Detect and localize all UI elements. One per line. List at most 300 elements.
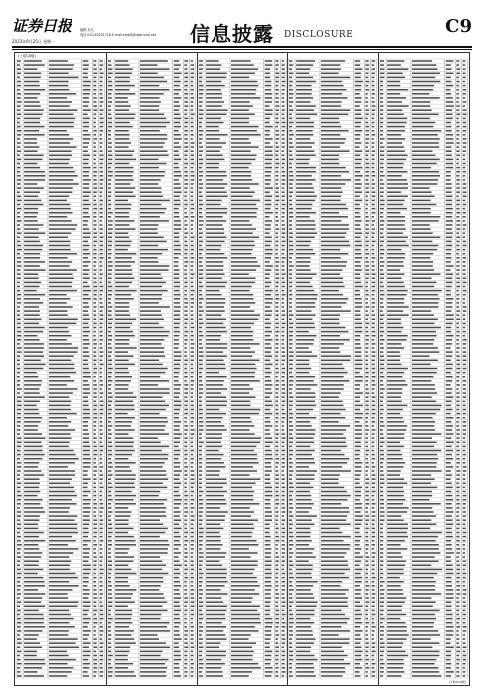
cell-text-mark — [281, 257, 285, 259]
cell-text-mark — [174, 331, 180, 333]
cell-text-mark — [321, 339, 350, 341]
cell-text-mark — [387, 413, 400, 415]
cell-text-mark — [49, 196, 69, 198]
cell-text-mark — [321, 212, 339, 214]
cell-text-mark — [321, 146, 340, 148]
cell-text-mark — [275, 314, 278, 316]
cell-text-mark — [140, 220, 169, 222]
cell-text-mark — [321, 257, 341, 259]
cell-text-mark — [296, 446, 310, 448]
cell-text-mark — [372, 483, 376, 485]
cell-text-mark — [115, 380, 131, 382]
cell-text-mark — [264, 85, 271, 87]
cell-text-mark — [275, 257, 278, 259]
cell-text-mark — [321, 458, 349, 460]
cell-text-mark — [463, 335, 465, 337]
cell-text-mark — [446, 109, 452, 111]
cell-text-mark — [206, 384, 223, 386]
cell-text-mark — [174, 68, 179, 70]
cell-text-mark — [199, 155, 202, 157]
cell-text-mark — [446, 327, 452, 329]
cell-text-mark — [296, 589, 311, 591]
cell-text-mark — [24, 97, 37, 99]
cell-text-mark — [17, 237, 20, 239]
cell-text-mark — [289, 228, 292, 230]
cell-text-mark — [206, 433, 222, 435]
cell-text-mark — [355, 343, 361, 345]
cell-text-mark — [24, 483, 40, 485]
cell-text-mark — [380, 355, 384, 357]
cell-text-mark — [115, 138, 129, 140]
cell-text-mark — [355, 216, 361, 218]
cell-text-mark — [457, 163, 459, 165]
cell-text-mark — [24, 413, 39, 415]
cell-text-mark — [108, 396, 113, 398]
cell-text-mark — [206, 216, 223, 218]
cell-text-mark — [321, 470, 351, 472]
cell-text-mark — [321, 122, 340, 124]
cell-text-mark — [281, 220, 284, 222]
cell-text-mark — [372, 507, 375, 509]
cell-text-mark — [231, 224, 252, 226]
cell-text-mark — [190, 183, 193, 185]
cell-text-mark — [264, 540, 270, 542]
cell-text-mark — [366, 253, 370, 255]
cell-text-mark — [174, 249, 181, 251]
cell-text-mark — [372, 462, 374, 464]
cell-text-mark — [17, 667, 20, 669]
cell-text-mark — [355, 175, 363, 177]
cell-text-mark — [355, 376, 363, 378]
cell-text-mark — [321, 64, 340, 66]
cell-text-mark — [24, 458, 42, 460]
cell-text-mark — [24, 552, 42, 554]
cell-text-mark — [49, 421, 71, 423]
cell-text-mark — [100, 191, 103, 193]
cell-text-mark — [281, 409, 284, 411]
cell-text-mark — [108, 425, 112, 427]
cell-text-mark — [115, 257, 132, 259]
cell-text-mark — [321, 503, 341, 505]
cell-text-mark — [17, 130, 22, 132]
cell-text-mark — [457, 257, 460, 259]
cell-text-mark — [115, 368, 128, 370]
cell-text-mark — [184, 253, 187, 255]
cell-text-mark — [100, 548, 103, 550]
cell-text-mark — [17, 319, 21, 321]
cell-text-mark — [457, 126, 460, 128]
cell-text-mark — [190, 282, 193, 284]
disclosure-table-area — [14, 52, 470, 686]
cell-text-mark — [93, 437, 96, 439]
cell-text-mark — [264, 159, 272, 161]
cell-text-mark — [387, 109, 402, 111]
cell-text-mark — [190, 491, 193, 493]
cell-text-mark — [206, 60, 219, 62]
cell-text-mark — [372, 220, 375, 222]
cell-text-mark — [372, 228, 375, 230]
cell-text-mark — [93, 196, 96, 198]
cell-text-mark — [199, 528, 204, 530]
cell-text-mark — [140, 429, 165, 431]
cell-text-mark — [366, 515, 370, 517]
cell-text-mark — [190, 159, 193, 161]
cell-text-mark — [140, 671, 166, 673]
table-grid — [197, 53, 288, 685]
cell-text-mark — [24, 130, 39, 132]
cell-text-mark — [184, 298, 187, 300]
cell-text-mark — [199, 552, 204, 554]
cell-text-mark — [24, 487, 39, 489]
cell-text-mark — [49, 200, 67, 202]
cell-text-mark — [387, 376, 402, 378]
cell-text-mark — [184, 503, 187, 505]
cell-text-mark — [446, 212, 453, 214]
cell-text-mark — [184, 626, 187, 628]
cell-text-mark — [380, 134, 383, 136]
cell-text-mark — [281, 101, 284, 103]
cell-text-mark — [457, 327, 460, 329]
cell-text-mark — [366, 167, 370, 169]
cell-text-mark — [366, 105, 368, 107]
cell-text-mark — [24, 351, 43, 353]
cell-text-mark — [100, 589, 103, 591]
cell-text-mark — [49, 659, 76, 661]
cell-text-mark — [206, 409, 219, 411]
cell-text-mark — [83, 282, 88, 284]
cell-text-mark — [457, 401, 460, 403]
cell-text-mark — [275, 634, 279, 636]
cell-text-mark — [366, 306, 370, 308]
cell-text-mark — [93, 577, 96, 579]
cell-text-mark — [289, 335, 293, 337]
cell-text-mark — [93, 273, 96, 275]
cell-text-mark — [206, 249, 220, 251]
cell-text-mark — [190, 105, 193, 107]
cell-text-mark — [372, 85, 375, 87]
cell-text-mark — [281, 577, 284, 579]
cell-text-mark — [412, 68, 437, 70]
header-rule — [12, 46, 472, 48]
cell-text-mark — [17, 372, 20, 374]
cell-text-mark — [372, 249, 375, 251]
cell-text-mark — [108, 536, 112, 538]
cell-text-mark — [380, 224, 384, 226]
cell-text-mark — [190, 191, 193, 193]
cell-text-mark — [296, 187, 314, 189]
cell-text-mark — [289, 601, 294, 603]
cell-text-mark — [115, 101, 128, 103]
cell-text-mark — [100, 532, 103, 534]
cell-text-mark — [100, 376, 102, 378]
cell-text-mark — [289, 589, 294, 591]
cell-text-mark — [355, 503, 362, 505]
cell-text-mark — [264, 618, 272, 620]
cell-text-mark — [174, 286, 180, 288]
cell-text-mark — [108, 667, 113, 669]
cell-text-mark — [93, 642, 96, 644]
cell-text-mark — [83, 524, 90, 526]
cell-text-mark — [83, 314, 89, 316]
cell-text-mark — [190, 470, 194, 472]
cell-text-mark — [231, 647, 252, 649]
cell-text-mark — [108, 585, 112, 587]
cell-text-mark — [289, 208, 293, 210]
cell-text-mark — [387, 89, 408, 91]
cell-text-mark — [174, 483, 181, 485]
cell-text-mark — [199, 232, 203, 234]
cell-text-mark — [190, 286, 193, 288]
cell-text-mark — [281, 249, 284, 251]
cell-text-mark — [115, 606, 128, 608]
cell-text-mark — [275, 396, 278, 398]
cell-text-mark — [108, 302, 111, 304]
cell-text-mark — [199, 417, 203, 419]
cell-text-mark — [366, 191, 370, 193]
cell-text-mark — [289, 446, 292, 448]
cell-text-mark — [463, 376, 466, 378]
cell-text-mark — [49, 282, 72, 284]
cell-text-mark — [366, 331, 369, 333]
cell-text-mark — [446, 126, 452, 128]
cell-text-mark — [380, 343, 383, 345]
cell-text-mark — [174, 355, 182, 357]
cell-text-mark — [231, 630, 259, 632]
cell-text-mark — [108, 614, 111, 616]
cell-text-mark — [174, 73, 182, 75]
cell-text-mark — [190, 413, 193, 415]
cell-text-mark — [380, 64, 384, 66]
cell-text-mark — [372, 601, 375, 603]
cell-text-mark — [296, 483, 310, 485]
cell-text-mark — [457, 388, 459, 390]
cell-text-mark — [372, 585, 375, 587]
cell-text-mark — [264, 269, 271, 271]
cell-text-mark — [83, 85, 90, 87]
cell-text-mark — [199, 290, 202, 292]
cell-text-mark — [108, 401, 112, 403]
cell-text-mark — [93, 376, 95, 378]
cell-text-mark — [24, 196, 38, 198]
cell-text-mark — [321, 450, 341, 452]
cell-text-mark — [24, 577, 43, 579]
cell-text-mark — [446, 179, 451, 181]
cell-text-mark — [93, 655, 97, 657]
cell-text-mark — [93, 606, 96, 608]
cell-text-mark — [24, 659, 45, 661]
cell-text-mark — [275, 478, 279, 480]
cell-text-mark — [174, 528, 182, 530]
cell-text-mark — [140, 105, 159, 107]
cell-text-mark — [190, 437, 192, 439]
cell-text-mark — [184, 663, 187, 665]
cell-text-mark — [281, 118, 284, 120]
cell-text-mark — [115, 663, 133, 665]
cell-text-mark — [275, 519, 278, 521]
cell-text-mark — [108, 483, 112, 485]
cell-text-mark — [372, 216, 374, 218]
cell-text-mark — [296, 150, 314, 152]
cell-text-mark — [231, 319, 258, 321]
cell-text-mark — [24, 667, 42, 669]
cell-text-mark — [231, 401, 250, 403]
cell-text-mark — [289, 60, 292, 62]
cell-text-mark — [412, 249, 437, 251]
cell-text-mark — [289, 536, 294, 538]
cell-text-mark — [206, 507, 220, 509]
cell-text-mark — [49, 634, 68, 636]
cell-text-mark — [17, 524, 21, 526]
cell-text-mark — [264, 507, 270, 509]
cell-text-mark — [100, 368, 102, 370]
cell-text-mark — [184, 565, 187, 567]
cell-text-mark — [231, 360, 260, 362]
cell-text-mark — [355, 491, 361, 493]
cell-text-mark — [174, 487, 180, 489]
cell-text-mark — [366, 327, 369, 329]
cell-text-mark — [190, 651, 192, 653]
cell-text-mark — [275, 220, 279, 222]
cell-text-mark — [355, 401, 360, 403]
cell-text-mark — [380, 405, 383, 407]
cell-text-mark — [296, 278, 312, 280]
cell-text-mark — [93, 183, 96, 185]
cell-text-mark — [380, 73, 385, 75]
cell-text-mark — [184, 659, 187, 661]
cell-text-mark — [140, 269, 169, 271]
cell-text-mark — [100, 626, 103, 628]
cell-text-mark — [387, 179, 407, 181]
cell-text-mark — [275, 630, 277, 632]
cell-text-mark — [140, 384, 158, 386]
cell-text-mark — [115, 331, 133, 333]
cell-text-mark — [17, 589, 20, 591]
cell-text-mark — [83, 655, 90, 657]
cell-text-mark — [281, 122, 285, 124]
cell-text-mark — [264, 659, 271, 661]
cell-text-mark — [199, 319, 203, 321]
cell-text-mark — [100, 200, 103, 202]
cell-text-mark — [296, 474, 315, 476]
cell-text-mark — [289, 634, 293, 636]
cell-text-mark — [380, 175, 385, 177]
cell-text-mark — [296, 655, 314, 657]
cell-text-mark — [321, 101, 342, 103]
cell-text-mark — [264, 331, 271, 333]
cell-text-mark — [17, 421, 21, 423]
cell-text-mark — [190, 302, 194, 304]
cell-text-mark — [275, 618, 279, 620]
cell-text-mark — [366, 384, 369, 386]
cell-text-mark — [93, 175, 96, 177]
cell-text-mark — [463, 355, 467, 357]
cell-text-mark — [206, 601, 223, 603]
cell-text-mark — [380, 208, 384, 210]
cell-text-mark — [49, 175, 78, 177]
cell-text-mark — [49, 556, 70, 558]
cell-text-mark — [372, 167, 375, 169]
cell-text-mark — [108, 241, 112, 243]
cell-text-mark — [321, 105, 341, 107]
cell-text-mark — [457, 364, 461, 366]
cell-text-mark — [17, 450, 21, 452]
cell-text-mark — [372, 114, 375, 116]
cell-text-mark — [190, 306, 193, 308]
cell-text-mark — [115, 175, 133, 177]
cell-text-mark — [355, 589, 362, 591]
cell-text-mark — [281, 109, 284, 111]
cell-text-mark — [281, 569, 283, 571]
cell-text-mark — [184, 450, 187, 452]
cell-text-mark — [206, 77, 226, 79]
cell-text-mark — [184, 593, 187, 595]
cell-text-mark — [387, 101, 402, 103]
cell-text-mark — [93, 511, 95, 513]
cell-text-mark — [199, 421, 204, 423]
cell-text-mark — [49, 73, 69, 75]
cell-text-mark — [387, 146, 404, 148]
cell-text-mark — [264, 155, 272, 157]
cell-text-mark — [108, 245, 112, 247]
cell-text-mark — [190, 146, 193, 148]
cell-text-mark — [140, 196, 163, 198]
cell-text-mark — [190, 429, 194, 431]
cell-text-mark — [387, 81, 400, 83]
cell-text-mark — [24, 544, 38, 546]
cell-text-mark — [355, 413, 363, 415]
cell-text-mark — [321, 511, 350, 513]
cell-text-mark — [115, 466, 130, 468]
cell-text-mark — [140, 138, 167, 140]
cell-text-mark — [24, 442, 41, 444]
cell-text-mark — [463, 257, 466, 259]
cell-text-mark — [83, 519, 90, 521]
cell-text-mark — [463, 187, 466, 189]
cell-text-mark — [387, 93, 400, 95]
cell-text-mark — [296, 155, 316, 157]
cell-text-mark — [206, 519, 225, 521]
cell-text-mark — [281, 360, 284, 362]
cell-text-mark — [100, 454, 102, 456]
cell-text-mark — [296, 89, 312, 91]
cell-text-mark — [184, 581, 186, 583]
cell-text-mark — [115, 327, 130, 329]
cell-text-mark — [24, 429, 38, 431]
cell-text-mark — [264, 351, 270, 353]
cell-text-mark — [93, 388, 97, 390]
cell-text-mark — [372, 200, 375, 202]
cell-text-mark — [457, 335, 460, 337]
cell-text-mark — [289, 232, 293, 234]
cell-text-mark — [281, 396, 284, 398]
cell-text-mark — [387, 191, 401, 193]
cell-text-mark — [380, 249, 384, 251]
cell-text-mark — [83, 159, 89, 161]
cell-text-mark — [366, 577, 369, 579]
cell-text-mark — [24, 290, 37, 292]
cell-text-mark — [412, 150, 433, 152]
cell-text-mark — [83, 196, 90, 198]
cell-text-mark — [463, 265, 466, 267]
cell-text-mark — [49, 372, 76, 374]
cell-text-mark — [275, 73, 279, 75]
cell-text-mark — [321, 109, 350, 111]
cell-text-mark — [275, 503, 279, 505]
cell-text-mark — [93, 355, 96, 357]
cell-text-mark — [412, 245, 438, 247]
cell-text-mark — [231, 528, 254, 530]
cell-text-mark — [355, 101, 362, 103]
